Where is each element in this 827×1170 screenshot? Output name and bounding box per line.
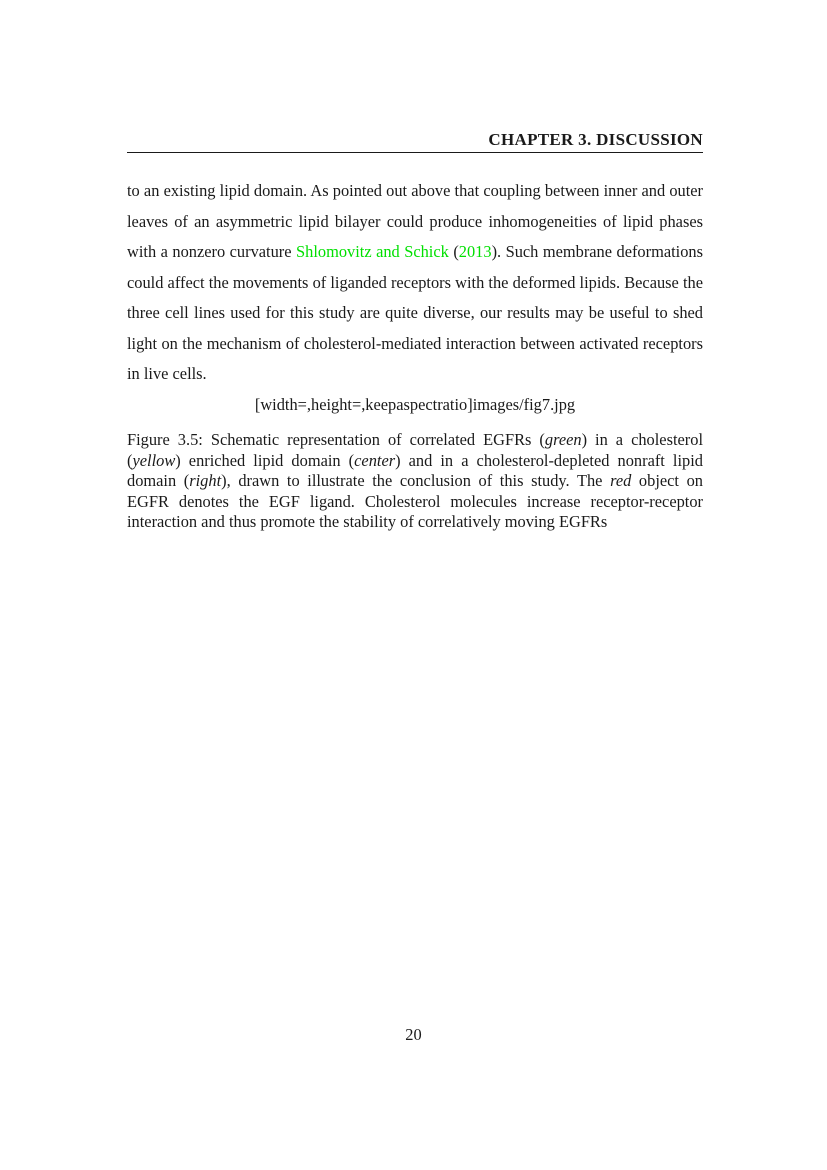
paragraph-text: to an existing lipid domain. As pointed out above that coupling between inner and outer leaves of an asymmetric lipid bilayer could produce inhomogeneities of lipid phases with a nonzero curvature (127, 181, 703, 261)
caption-text: ) in a cholesterol ( (127, 430, 703, 470)
caption-text: Figure 3.5: Schematic representation of correlated EGFRs ( (127, 430, 545, 449)
figure-placeholder: [width=,height=,keepaspectratio]images/fig7.jpg (254, 395, 576, 414)
caption-emph: center (354, 450, 396, 470)
chapter-title: CHAPTER 3. DISCUSSION (488, 130, 703, 149)
caption-emph: right (189, 471, 222, 490)
running-header (127, 128, 703, 153)
page-number: 20 (405, 1025, 422, 1044)
caption-emph: green (544, 430, 582, 449)
citation-link-authors[interactable]: Shlomovitz and Schick (296, 242, 449, 261)
citation-link-year[interactable]: 2013 (458, 242, 492, 261)
body-paragraph (127, 176, 703, 390)
caption-emph: yellow (132, 450, 176, 470)
caption-emph: red (610, 471, 632, 490)
paragraph-text-cont: ). Such membrane deformations could affect the movements of liganded receptors with the deformed lipids. Because the three cell lines used for this study are quite diverse, our results may be useful to shed light on the mechanism of cholesterol-mediated interaction between activated receptors in live cells. (127, 242, 703, 383)
caption-text: ) enriched lipid domain ( (175, 450, 355, 470)
caption-text: object on EGFR denotes the EGF ligand. Cholesterol molecules increase receptor-receptor interaction and thus promote the stability of correlatively moving EGFRs (127, 471, 703, 531)
figure-caption (127, 430, 703, 533)
citation-paren: ( (448, 242, 459, 261)
caption-text: ), drawn to illustrate the conclusion of this study. The (221, 471, 611, 490)
caption-text: ) and in a cholesterol-depleted nonraft lipid domain ( (127, 450, 703, 490)
